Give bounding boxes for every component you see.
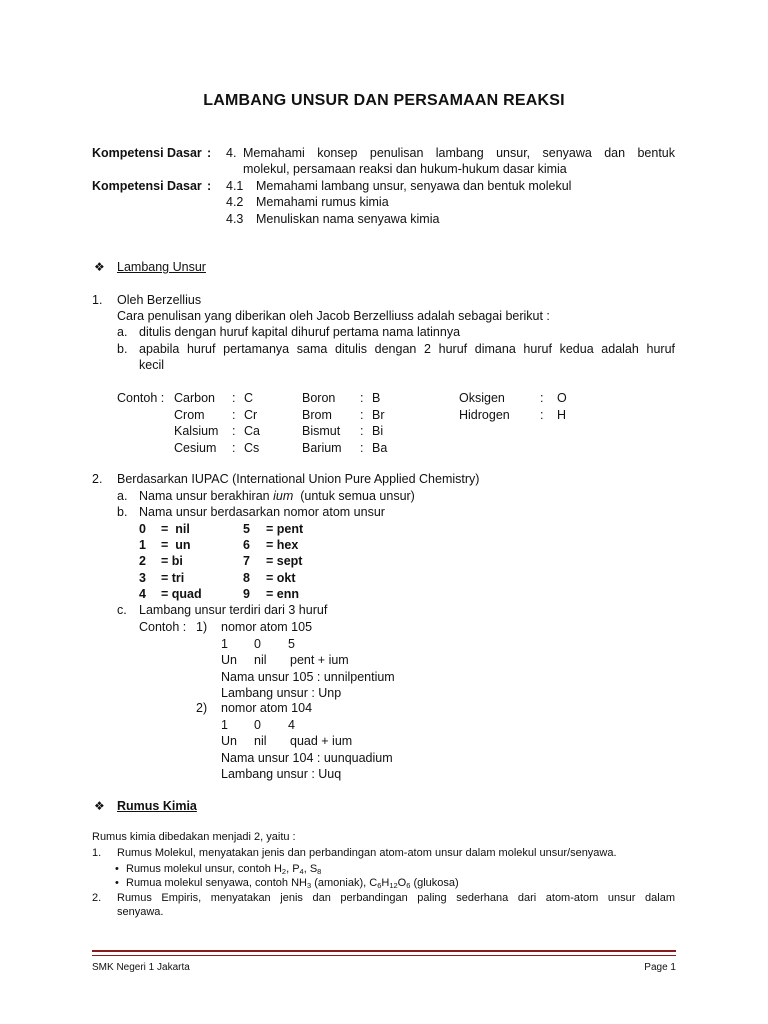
element-name: Cesium — [174, 440, 217, 455]
number-digit: 3 — [139, 570, 146, 585]
number-digit: 1 — [139, 538, 146, 553]
kd-item-num: 4.2 — [226, 195, 244, 209]
element-name: Crom — [174, 407, 205, 422]
element-colon: : — [540, 391, 544, 405]
element-symbol: C — [244, 391, 254, 405]
example-digit: 0 — [254, 717, 261, 732]
subscript: 8 — [317, 867, 322, 876]
element-name: Hidrogen — [459, 407, 510, 422]
kd-text-1b: molekul, persamaan reaksi dan hukum-hukum dasar kimia — [243, 162, 567, 176]
kd-item-num: 4.1 — [226, 179, 244, 193]
element-symbol: Bi — [372, 424, 384, 439]
formula-line — [126, 876, 459, 890]
element-symbol: Cs — [244, 440, 260, 455]
list-item-text-cont: senyawa. — [117, 906, 164, 918]
text-part: O — [397, 877, 407, 889]
number-root: = okt — [266, 570, 296, 585]
number-root: = quad — [161, 586, 202, 601]
kd-label-2: Kompetensi Dasar — [92, 179, 202, 193]
number-root: = hex — [266, 538, 299, 553]
example-part: Un — [221, 734, 237, 748]
footer-rule-thin — [92, 955, 676, 956]
list-marker: a. — [117, 489, 128, 503]
text-part: H — [381, 877, 390, 889]
example-part: quad + ium — [290, 734, 353, 748]
number-root: = enn — [266, 586, 299, 601]
text-part: (glukosa) — [410, 877, 459, 889]
list-item-text: Nama unsur berdasarkan nomor atom unsur — [139, 505, 385, 519]
number-digit: 0 — [139, 522, 146, 536]
number-root: = tri — [161, 570, 185, 585]
element-colon: : — [540, 407, 544, 422]
bullet-dot-icon: • — [115, 863, 119, 875]
subsection-heading: Berdasarkan IUPAC (International Union Pure Applied Chemistry) — [117, 472, 480, 486]
element-colon: : — [360, 424, 364, 439]
element-name: Boron — [302, 391, 336, 405]
page-title: LAMBANG UNSUR DAN PERSAMAAN REAKSI — [203, 92, 565, 109]
list-item-text — [139, 488, 415, 504]
list-item-text: Lambang unsur terdiri dari 3 huruf — [139, 603, 328, 617]
number-root: = bi — [161, 554, 183, 569]
number-root: = sept — [266, 554, 303, 569]
formula-line — [126, 862, 321, 876]
paragraph-text: Rumus kimia dibedakan menjadi 2, yaitu : — [92, 831, 296, 843]
text-part: Rumua molekul senyawa, contoh NH — [126, 877, 307, 889]
subscript: 12 — [389, 881, 398, 890]
kd-item-text: Memahami rumus kimia — [256, 195, 389, 209]
element-colon: : — [360, 391, 364, 405]
bullet-dot-icon: • — [115, 877, 119, 889]
italic-suffix: ium — [273, 489, 294, 503]
text-part: , S — [303, 863, 318, 875]
paragraph-text: Cara penulisan yang diberikan oleh Jacob Berzelliuss adalah sebagai berikut : — [117, 309, 550, 323]
example-digit: 0 — [254, 636, 261, 651]
section-heading-lambang-unsur: Lambang Unsur — [117, 260, 206, 274]
example-part: nil — [254, 734, 267, 748]
subscript: 2 — [281, 867, 287, 876]
element-name: Brom — [302, 407, 332, 422]
example-part: Un — [221, 653, 237, 667]
number-digit: 9 — [243, 586, 250, 601]
example-name: Nama unsur 104 : uunquadium — [221, 750, 393, 765]
diamond-bullet-icon: ❖ — [94, 799, 105, 813]
text-part: (amoniak), C — [311, 877, 378, 889]
kd-colon-2: : — [207, 179, 212, 193]
example-number: 2) — [196, 701, 208, 715]
element-name: Bismut — [302, 424, 341, 439]
footer-school: SMK Negeri 1 Jakarta — [92, 962, 190, 973]
kd-text-1: Memahami konsep penulisan lambang unsur, senyawa dan bentuk — [243, 146, 675, 160]
footer-rule-thick — [92, 950, 676, 952]
subscript: 6 — [377, 881, 382, 890]
list-item-text: apabila huruf pertamanya sama ditulis dengan 2 huruf dimana huruf kedua adalah huruf — [139, 342, 675, 356]
list-item-text: ditulis dengan huruf kapital dihuruf pertama nama latinnya — [139, 325, 461, 339]
element-name: Carbon — [174, 391, 215, 405]
element-symbol: Br — [372, 407, 385, 422]
example-name: Nama unsur 105 : unnilpentium — [221, 669, 395, 684]
kd-item-text: Memahami lambang unsur, senyawa dan bentuk molekul — [256, 179, 572, 193]
element-symbol: Cr — [244, 407, 258, 422]
kd-colon-1: : — [207, 146, 212, 160]
kd-item-num: 4.3 — [226, 212, 244, 226]
kd-label-1: Kompetensi Dasar — [92, 146, 202, 160]
contoh-label: Contoh : — [117, 391, 165, 405]
list-marker: a. — [117, 325, 128, 339]
subscript: 3 — [306, 881, 312, 890]
element-colon: : — [232, 407, 236, 422]
element-symbol: O — [557, 391, 567, 405]
number-digit: 6 — [243, 538, 250, 553]
list-marker: b. — [117, 342, 128, 356]
list-number: 1. — [92, 293, 103, 307]
example-number: 1) — [196, 620, 208, 634]
subsection-heading: Oleh Berzellius — [117, 293, 202, 307]
element-symbol: H — [557, 407, 567, 422]
element-name: Barium — [302, 440, 342, 455]
footer-page-number: Page 1 — [644, 962, 676, 973]
example-part: nil — [254, 653, 267, 667]
text-part: Nama unsur berakhiran — [139, 489, 274, 503]
kd-item-text: Menuliskan nama senyawa kimia — [256, 212, 440, 226]
number-root: = nil — [161, 522, 190, 536]
list-number: 2. — [92, 892, 102, 904]
example-part: pent + ium — [290, 653, 349, 667]
number-root: = pent — [266, 522, 304, 536]
example-digit: 4 — [288, 717, 295, 732]
section-heading-rumus-kimia: Rumus Kimia — [117, 799, 197, 813]
list-marker: b. — [117, 505, 128, 519]
example-digit: 1 — [221, 636, 228, 651]
element-colon: : — [232, 391, 236, 405]
text-part: , P — [286, 863, 300, 875]
subscript: 4 — [299, 867, 304, 876]
element-symbol: Ca — [244, 424, 260, 439]
example-digit: 1 — [221, 717, 228, 732]
element-colon: : — [360, 440, 364, 455]
element-colon: : — [360, 407, 364, 422]
kd-num-1: 4. — [226, 146, 237, 160]
contoh-label: Contoh : — [139, 620, 187, 634]
example-digit: 5 — [288, 636, 295, 651]
example-line: nomor atom 104 — [221, 701, 313, 715]
list-item-text: Rumus Molekul, menyatakan jenis dan perbandingan atom-atom unsur dalam molekul unsur/senyawa. — [117, 847, 617, 859]
text-part: Rumus molekul unsur, contoh H — [126, 863, 282, 875]
element-colon: : — [232, 424, 236, 439]
example-line: nomor atom 105 — [221, 620, 313, 634]
number-digit: 4 — [139, 586, 146, 601]
number-root: = un — [161, 538, 191, 553]
element-name: Kalsium — [174, 424, 219, 439]
number-digit: 8 — [243, 570, 250, 585]
list-number: 1. — [92, 847, 102, 859]
element-symbol: Ba — [372, 440, 388, 455]
example-symbol: Lambang unsur : Uuq — [221, 767, 342, 781]
subscript: 6 — [406, 881, 411, 890]
element-symbol: B — [372, 391, 381, 405]
element-name: Oksigen — [459, 391, 505, 405]
list-item-text-cont: kecil — [139, 358, 165, 372]
number-digit: 5 — [243, 522, 250, 536]
list-item-text: Rumus Empiris, menyatakan jenis dan perbandingan paling sederhana dari atom-atom unsur dalam — [117, 892, 675, 904]
number-digit: 7 — [243, 554, 250, 569]
diamond-bullet-icon: ❖ — [94, 260, 105, 274]
list-number: 2. — [92, 472, 103, 486]
example-symbol: Lambang unsur : Unp — [221, 686, 342, 700]
text-part: (untuk semua unsur) — [293, 489, 415, 503]
element-colon: : — [232, 440, 236, 455]
number-digit: 2 — [139, 554, 146, 569]
list-marker: c. — [117, 603, 127, 617]
